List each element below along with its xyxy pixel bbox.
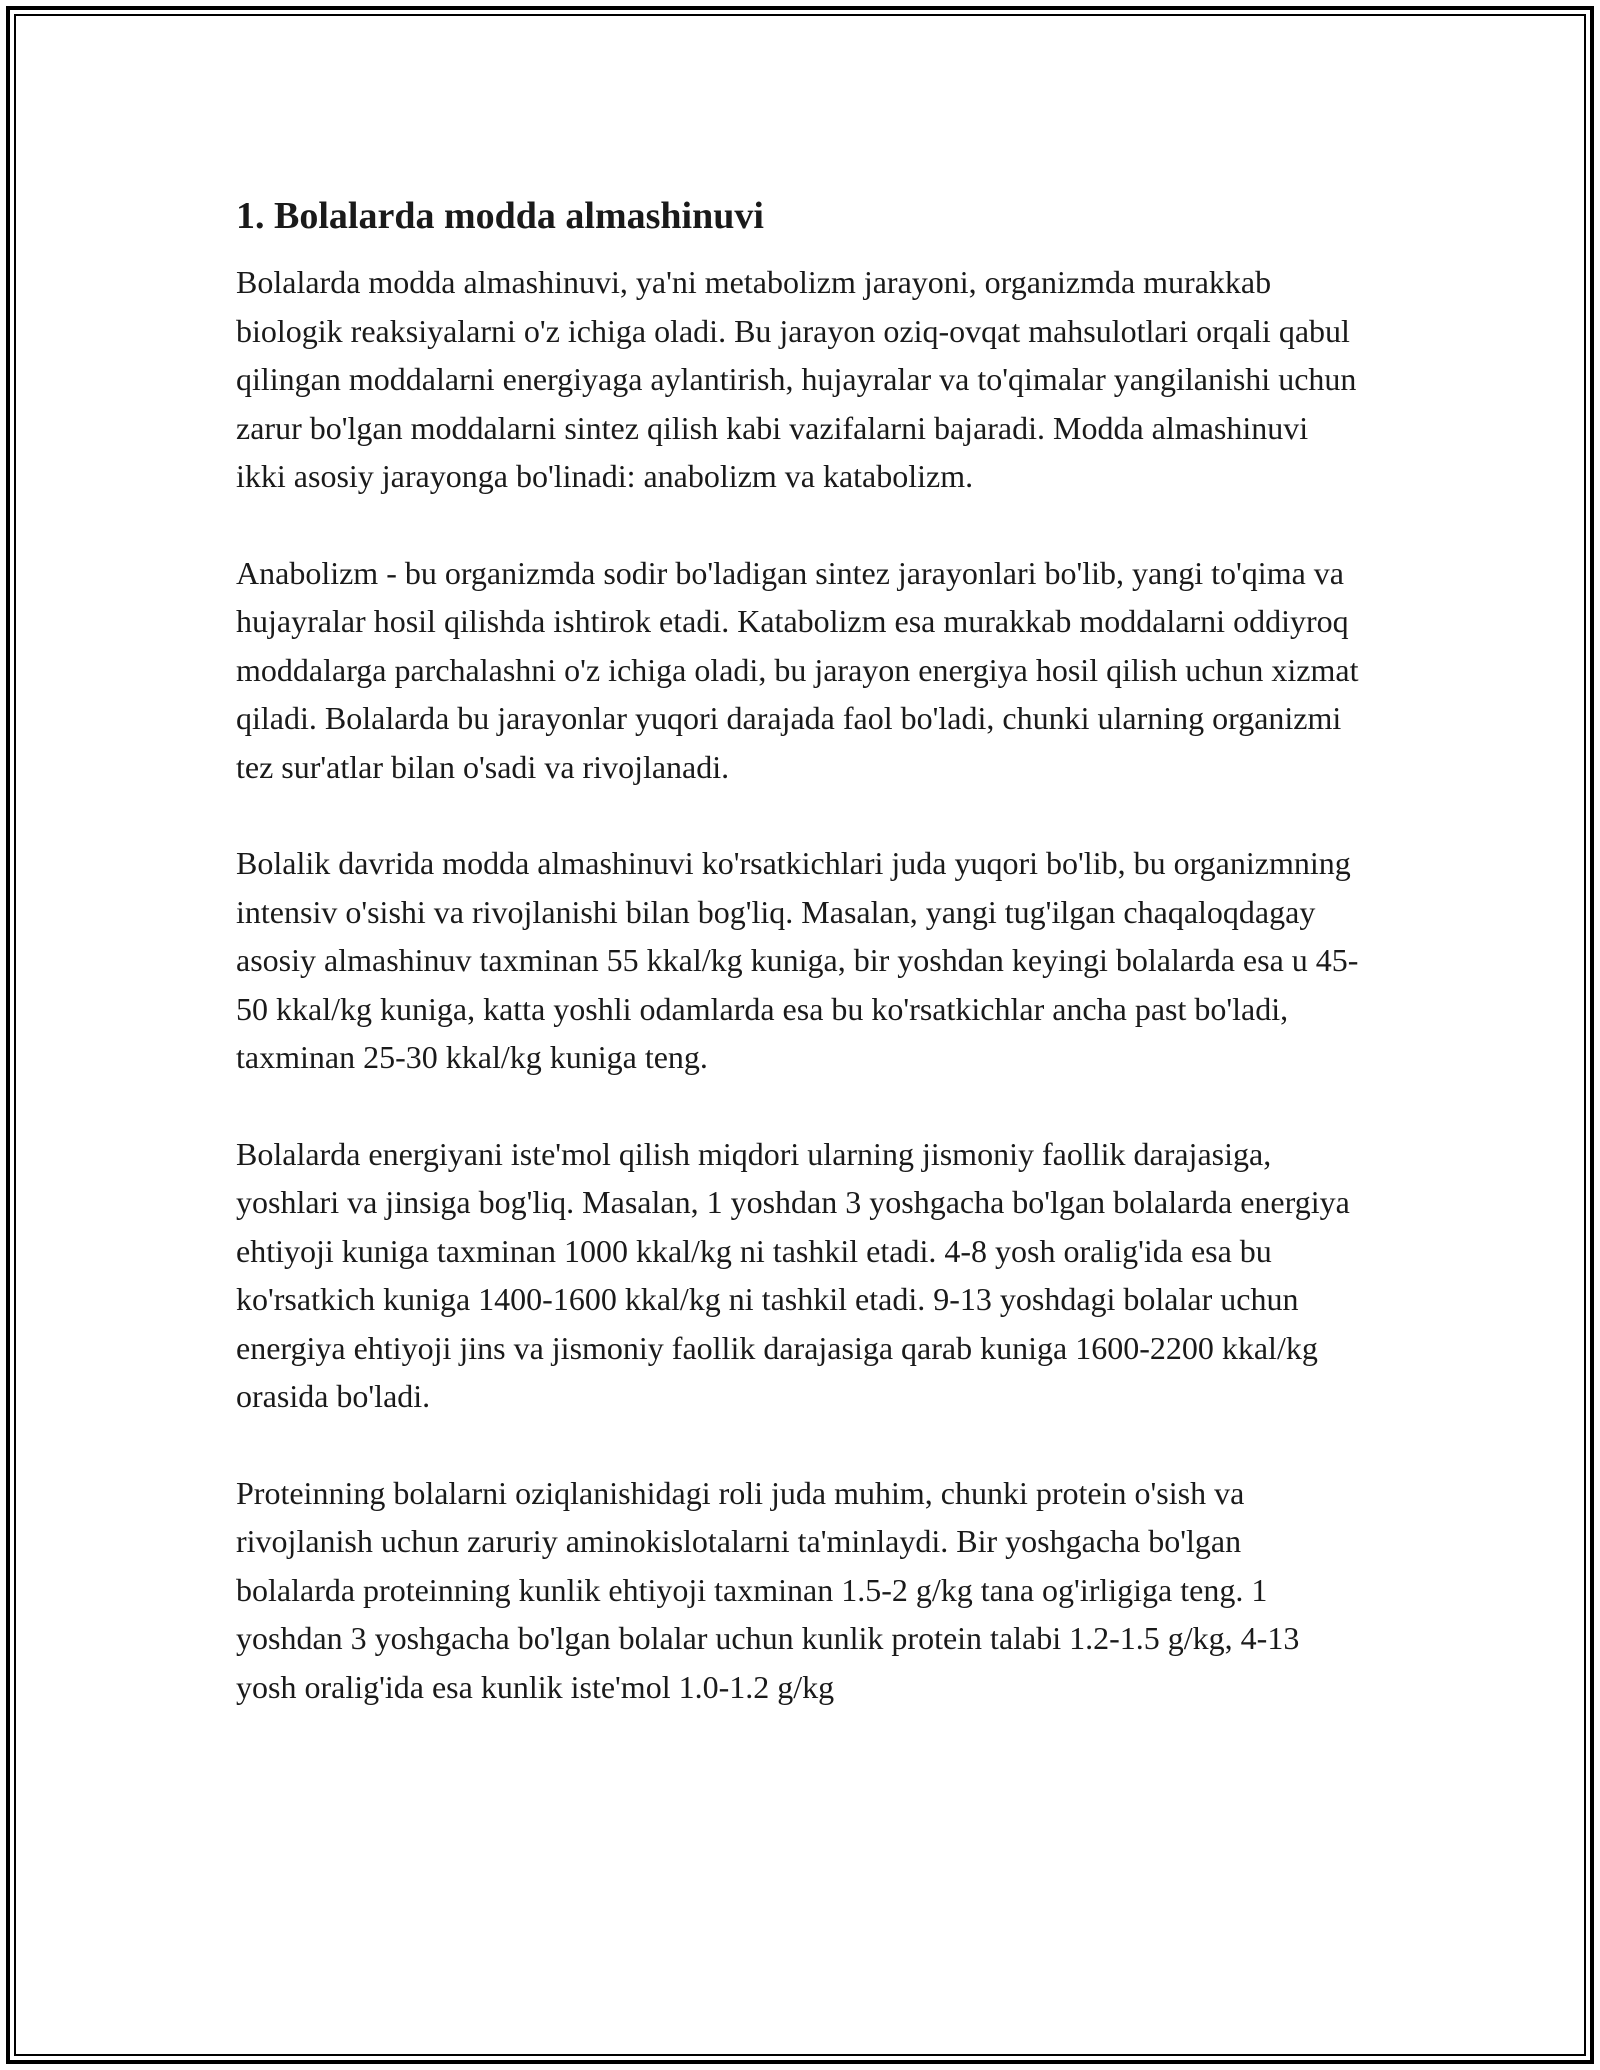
paragraph-protein-needs: Proteinning bolalarni oziqlanishidagi roli juda muhim, chunki protein o'sish va rivojlanish uchun zaruriy aminokislotalarni ta'minlaydi. Bir yoshgacha bo'lgan bolalarda proteinning kunlik ehtiyoji taxminan 1.5-2 g/kg tana og'irligiga teng. 1 yoshdan 3 yoshgacha bo'lgan bolalar uchun kunlik protein talabi 1.2-1.5 g/kg, 4-13 yosh oralig'ida esa kunlik iste'mol 1.0-1.2 g/kg [236,1474,1300,1705]
document-body [236,188,1364,1759]
paragraph-anabolism-catabolism: Anabolizm - bu organizmda sodir bo'ladigan sintez jarayonlari bo'lib, yangi to'qima va hujayralar hosil qilishda ishtirok etadi. Katabolizm esa murakkab moddalarni oddiyroq moddalarga parchalashni o'z ichiga oladi, bu jarayon energiya hosil qilish uchun xizmat qiladi. Bolalarda bu jarayonlar yuqori darajada faol bo'ladi, chunki ularning organizmi tez sur'atlar bilan o'sadi va rivojlanadi. [236,554,1359,785]
paragraph-metabolic-rates: Bolalik davrida modda almashinuvi ko'rsatkichlari juda yuqori bo'lib, bu organizmning intensiv o'sishi va rivojlanishi bilan bog'liq. Masalan, yangi tug'ilgan chaqaloqdagay asosiy almashinuv taxminan 55 kkal/kg kuniga, bir yoshdan keyingi bolalarda esa u 45-50 kkal/kg kuniga, katta yoshli odamlarda esa bu ko'rsatkichlar ancha past bo'ladi, taxminan 25-30 kkal/kg kuniga teng. [236,845,1359,1075]
section-heading: 1. Bolalarda modda almashinuvi [236,195,764,237]
paragraph-metabolism-intro: Bolalarda modda almashinuvi, ya'ni metabolizm jarayoni, organizmda murakkab biologik reaksiyalarni o'z ichiga oladi. Bu jarayon oziq-ovqat mahsulotlari orqali qabul qilingan moddalarni energiyaga aylantirish, hujayralar va to'qimalar yangilanishi uchun zarur bo'lgan moddalarni sintez qilish kabi vazifalarni bajaradi. Modda almashinuvi ikki asosiy jarayonga bo'linadi: anabolizm va katabolizm. [236,264,1357,494]
paragraph-energy-needs: Bolalarda energiyani iste'mol qilish miqdori ularning jismoniy faollik darajasiga, yoshlari va jinsiga bog'liq. Masalan, 1 yoshdan 3 yoshgacha bo'lgan bolalarda energiya ehtiyoji kuniga taxminan 1000 kkal/kg ni tashkil etadi. 4-8 yosh oralig'ida esa bu ko'rsatkich kuniga 1400-1600 kkal/kg ni tashkil etadi. 9-13 yoshdagi bolalar uchun energiya ehtiyoji jins va jismoniy faollik darajasiga qarab kuniga 1600-2200 kkal/kg orasida bo'ladi. [236,1135,1350,1414]
